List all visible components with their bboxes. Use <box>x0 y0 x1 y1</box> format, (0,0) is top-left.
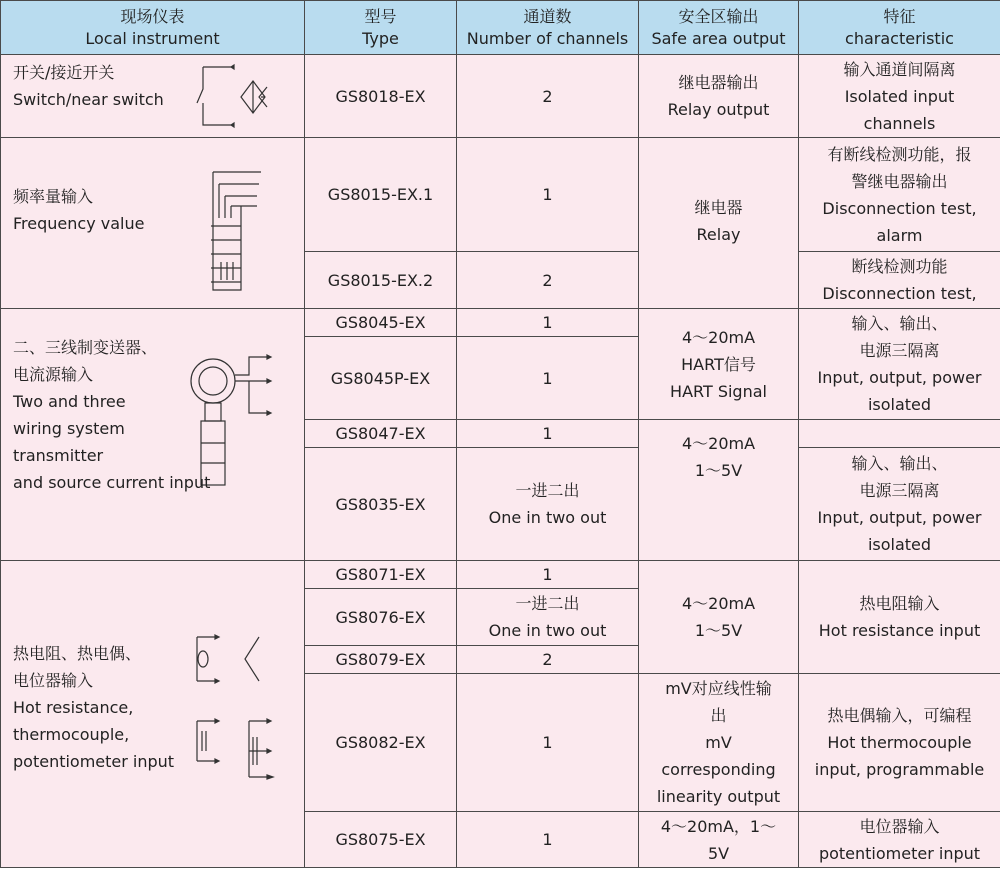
table-row <box>1 55 1000 138</box>
header-output: 安全区输出 Safe area output <box>639 1 799 55</box>
type-cell: GS8045P-EX <box>305 337 457 420</box>
output-cell: mV对应线性输 出 mV corresponding linearity output <box>639 674 799 812</box>
channels-cell: 1 <box>457 420 639 448</box>
channels-cell: 一进二出 One in two out <box>457 448 639 561</box>
type-cell: GS8035-EX <box>305 448 457 561</box>
output-cell: 4～20mA 1～5V <box>639 420 799 561</box>
table-row <box>1 309 1000 337</box>
feature-cell: 电位器输入 potentiometer input <box>799 812 1000 868</box>
header-channels: 通道数 Number of channels <box>457 1 639 55</box>
output-cell: 4～20mA，1～ 5V <box>639 812 799 868</box>
type-cell: GS8079-EX <box>305 646 457 674</box>
instrument-switch: 开关/接近开关 Switch/near switch <box>1 55 305 138</box>
channels-cell: 2 <box>457 252 639 309</box>
feature-cell: 热电偶输入，可编程 Hot thermocouple input, programmable <box>799 674 1000 812</box>
header-row <box>1 1 1000 55</box>
channels-cell: 2 <box>457 646 639 674</box>
header-type: 型号 Type <box>305 1 457 55</box>
feature-cell: 热电阻输入 Hot resistance input <box>799 561 1000 674</box>
feature-cell: 输入、输出、 电源三隔离 Input, output, power isolated <box>799 448 1000 561</box>
header-instrument: 现场仪表 Local instrument <box>1 1 305 55</box>
channels-cell: 一进二出 One in two out <box>457 589 639 646</box>
table-row <box>1 138 1000 252</box>
output-cell: 继电器 Relay <box>639 138 799 309</box>
output-cell: 4～20mA 1～5V <box>639 561 799 674</box>
channels-cell: 1 <box>457 309 639 337</box>
type-cell: GS8015-EX.2 <box>305 252 457 309</box>
type-cell: GS8076-EX <box>305 589 457 646</box>
output-cell: 4～20mA HART信号 HART Signal <box>639 309 799 420</box>
type-cell: GS8082-EX <box>305 674 457 812</box>
type-cell: GS8018-EX <box>305 55 457 138</box>
instrument-thermal: 热电阻、热电偶、 电位器输入 Hot resistance, thermocouple, potentiometer input <box>1 561 305 868</box>
instrument-transmitter: 二、三线制变送器、 电流源输入 Two and three wiring system transmitter and source current input <box>1 309 305 561</box>
feature-cell-empty <box>799 420 1000 448</box>
feature-cell: 输入、输出、 电源三隔离 Input, output, power isolated <box>799 309 1000 420</box>
channels-cell: 1 <box>457 812 639 868</box>
feature-cell: 有断线检测功能，报 警继电器输出 Disconnection test, alarm <box>799 138 1000 252</box>
type-cell: GS8047-EX <box>305 420 457 448</box>
type-cell: GS8075-EX <box>305 812 457 868</box>
channels-cell: 2 <box>457 55 639 138</box>
type-cell: GS8071-EX <box>305 561 457 589</box>
channels-cell: 1 <box>457 674 639 812</box>
channels-cell: 1 <box>457 138 639 252</box>
output-cell: 继电器输出 Relay output <box>639 55 799 138</box>
type-cell: GS8045-EX <box>305 309 457 337</box>
header-feature: 特征 characteristic <box>799 1 1000 55</box>
feature-cell: 输入通道间隔离 Isolated input channels <box>799 55 1000 138</box>
instrument-frequency: 频率量输入 Frequency value <box>1 138 305 309</box>
channels-cell: 1 <box>457 337 639 420</box>
table-row <box>1 561 1000 589</box>
feature-cell: 断线检测功能 Disconnection test, <box>799 252 1000 309</box>
channels-cell: 1 <box>457 561 639 589</box>
type-cell: GS8015-EX.1 <box>305 138 457 252</box>
